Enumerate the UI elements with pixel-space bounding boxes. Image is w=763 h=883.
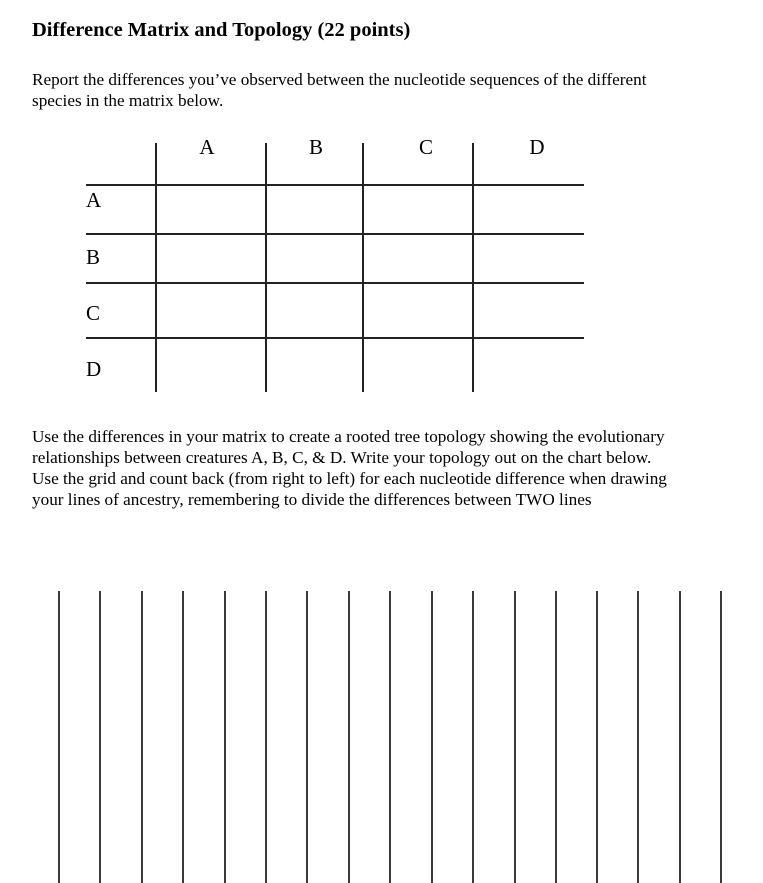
column-header-d: D [529,135,545,159]
matrix-cell-d-c[interactable] [364,339,472,392]
grid-line [306,591,308,883]
row-header-c: C [86,301,101,325]
grid-line [182,591,184,883]
matrix-cell-b-d[interactable] [474,235,584,282]
grid-line [679,591,681,883]
instruction-line: relationships between creatures A, B, C, & D. Write your topology out on the chart below. [32,448,652,467]
grid-line [348,591,350,883]
grid-line [431,591,433,883]
grid-line [141,591,143,883]
column-header-b: B [308,135,324,159]
matrix-cell-c-c[interactable] [364,284,472,337]
grid-line [555,591,557,883]
matrix-cell-d-a[interactable] [157,339,265,392]
instruction-line: Use the differences in your matrix to create a rooted tree topology showing the evolutionary [32,427,665,446]
grid-line [596,591,598,883]
grid-line [472,591,474,883]
grid-line [265,591,267,883]
matrix-cell-a-a[interactable] [157,186,265,233]
matrix-cell-c-d[interactable] [474,284,584,337]
grid-line [720,591,722,883]
grid-line [58,591,60,883]
matrix-cell-d-b[interactable] [267,339,362,392]
column-header-c: C [418,135,434,159]
column-header-a: A [199,135,215,159]
grid-line [99,591,101,883]
matrix-cell-c-a[interactable] [157,284,265,337]
matrix-cell-d-d[interactable] [474,339,584,392]
row-header-a: A [86,188,102,212]
matrix-cell-b-c[interactable] [364,235,472,282]
instruction-line: Report the differences you’ve observed between the nucleotide sequences of the different [32,70,647,89]
grid-line [389,591,391,883]
page-title: Difference Matrix and Topology (22 points) [32,19,411,41]
matrix-cell-a-d[interactable] [474,186,584,233]
instruction-line: species in the matrix below. [32,91,224,110]
matrix-cell-a-c[interactable] [364,186,472,233]
grid-line [637,591,639,883]
instruction-line: your lines of ancestry, remembering to divide the differences between TWO lines [32,490,592,509]
matrix-cell-b-a[interactable] [157,235,265,282]
grid-line [224,591,226,883]
matrix-cell-b-b[interactable] [267,235,362,282]
row-header-d: D [86,357,102,381]
matrix-cell-a-b[interactable] [267,186,362,233]
grid-line [514,591,516,883]
row-header-b: B [86,245,101,269]
matrix-cell-c-b[interactable] [267,284,362,337]
instruction-line: Use the grid and count back (from right to left) for each nucleotide difference when drawing [32,469,667,488]
